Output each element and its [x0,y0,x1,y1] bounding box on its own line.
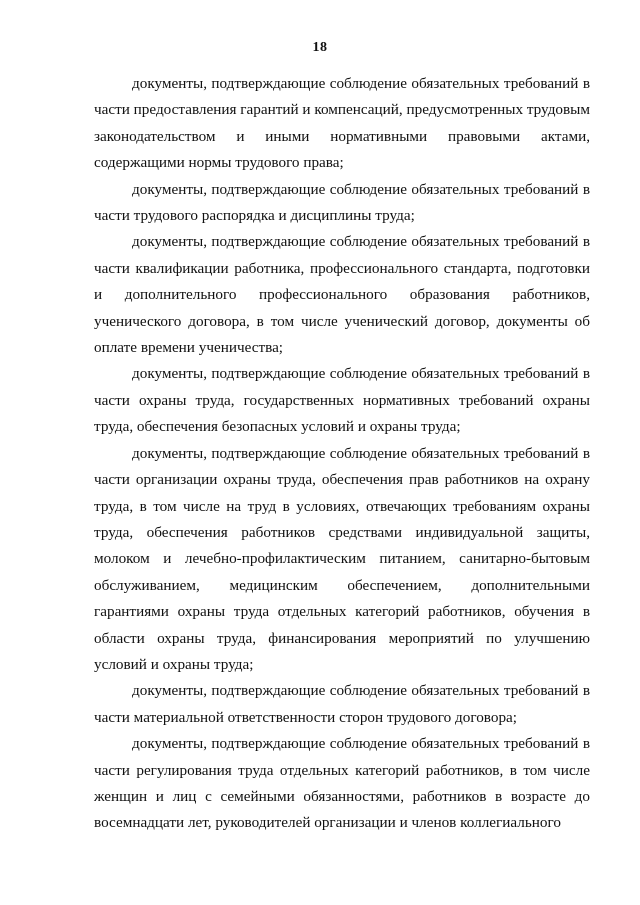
page-number: 18 [312,40,328,55]
paragraph-qualification: документы, подтверждающие соблюдение обязательных требований в части квалификации работника, профессионального стандарта, подготовки и дополнительного профессионального образования работников, ученического договора, в том числе ученический договор, документы об оплате времени ученичества; [94,233,590,357]
document-body [94,71,590,837]
paragraph-labor-guarantees: документы, подтверждающие соблюдение обязательных требований в части предоставления гарантий и компенсаций, предусмотренных трудовым законодательством и иными нормативными правовыми актами, содержащими нормы трудового права; [94,75,590,172]
paragraph-special-categories: документы, подтверждающие соблюдение обязательных требований в части регулирования труда отдельных категорий работников, в том числе женщин и лиц с семейными обязанностями, работников в возрасте до восемнадцати лет, руководителей организации и членов коллегиального [94,735,590,832]
paragraph-work-schedule: документы, подтверждающие соблюдение обязательных требований в части трудового распорядка и дисциплины труда; [94,180,590,225]
paragraph-labor-protection: документы, подтверждающие соблюдение обязательных требований в части охраны труда, государственных нормативных требований охраны труда, обеспечения безопасных условий и охраны труда; [94,365,590,436]
paragraph-protection-organization: документы, подтверждающие соблюдение обязательных требований в части организации охраны труда, обеспечения прав работников на охрану труда, в том числе на труд в условиях, отвечающих требованиям охраны труда, обеспечения работников средствами индивидуальной защиты, молоком и лечебно-профилактическим питанием, санитарно-бытовым обслуживанием, медицинским обеспечением, дополнительными гарантиями охраны труда отдельных категорий работников, обучения в области охраны труда, финансирования мероприятий по улучшению условий и охраны труда; [94,444,590,673]
paragraph-material-liability: документы, подтверждающие соблюдение обязательных требований в части материальной ответственности сторон трудового договора; [94,682,590,726]
